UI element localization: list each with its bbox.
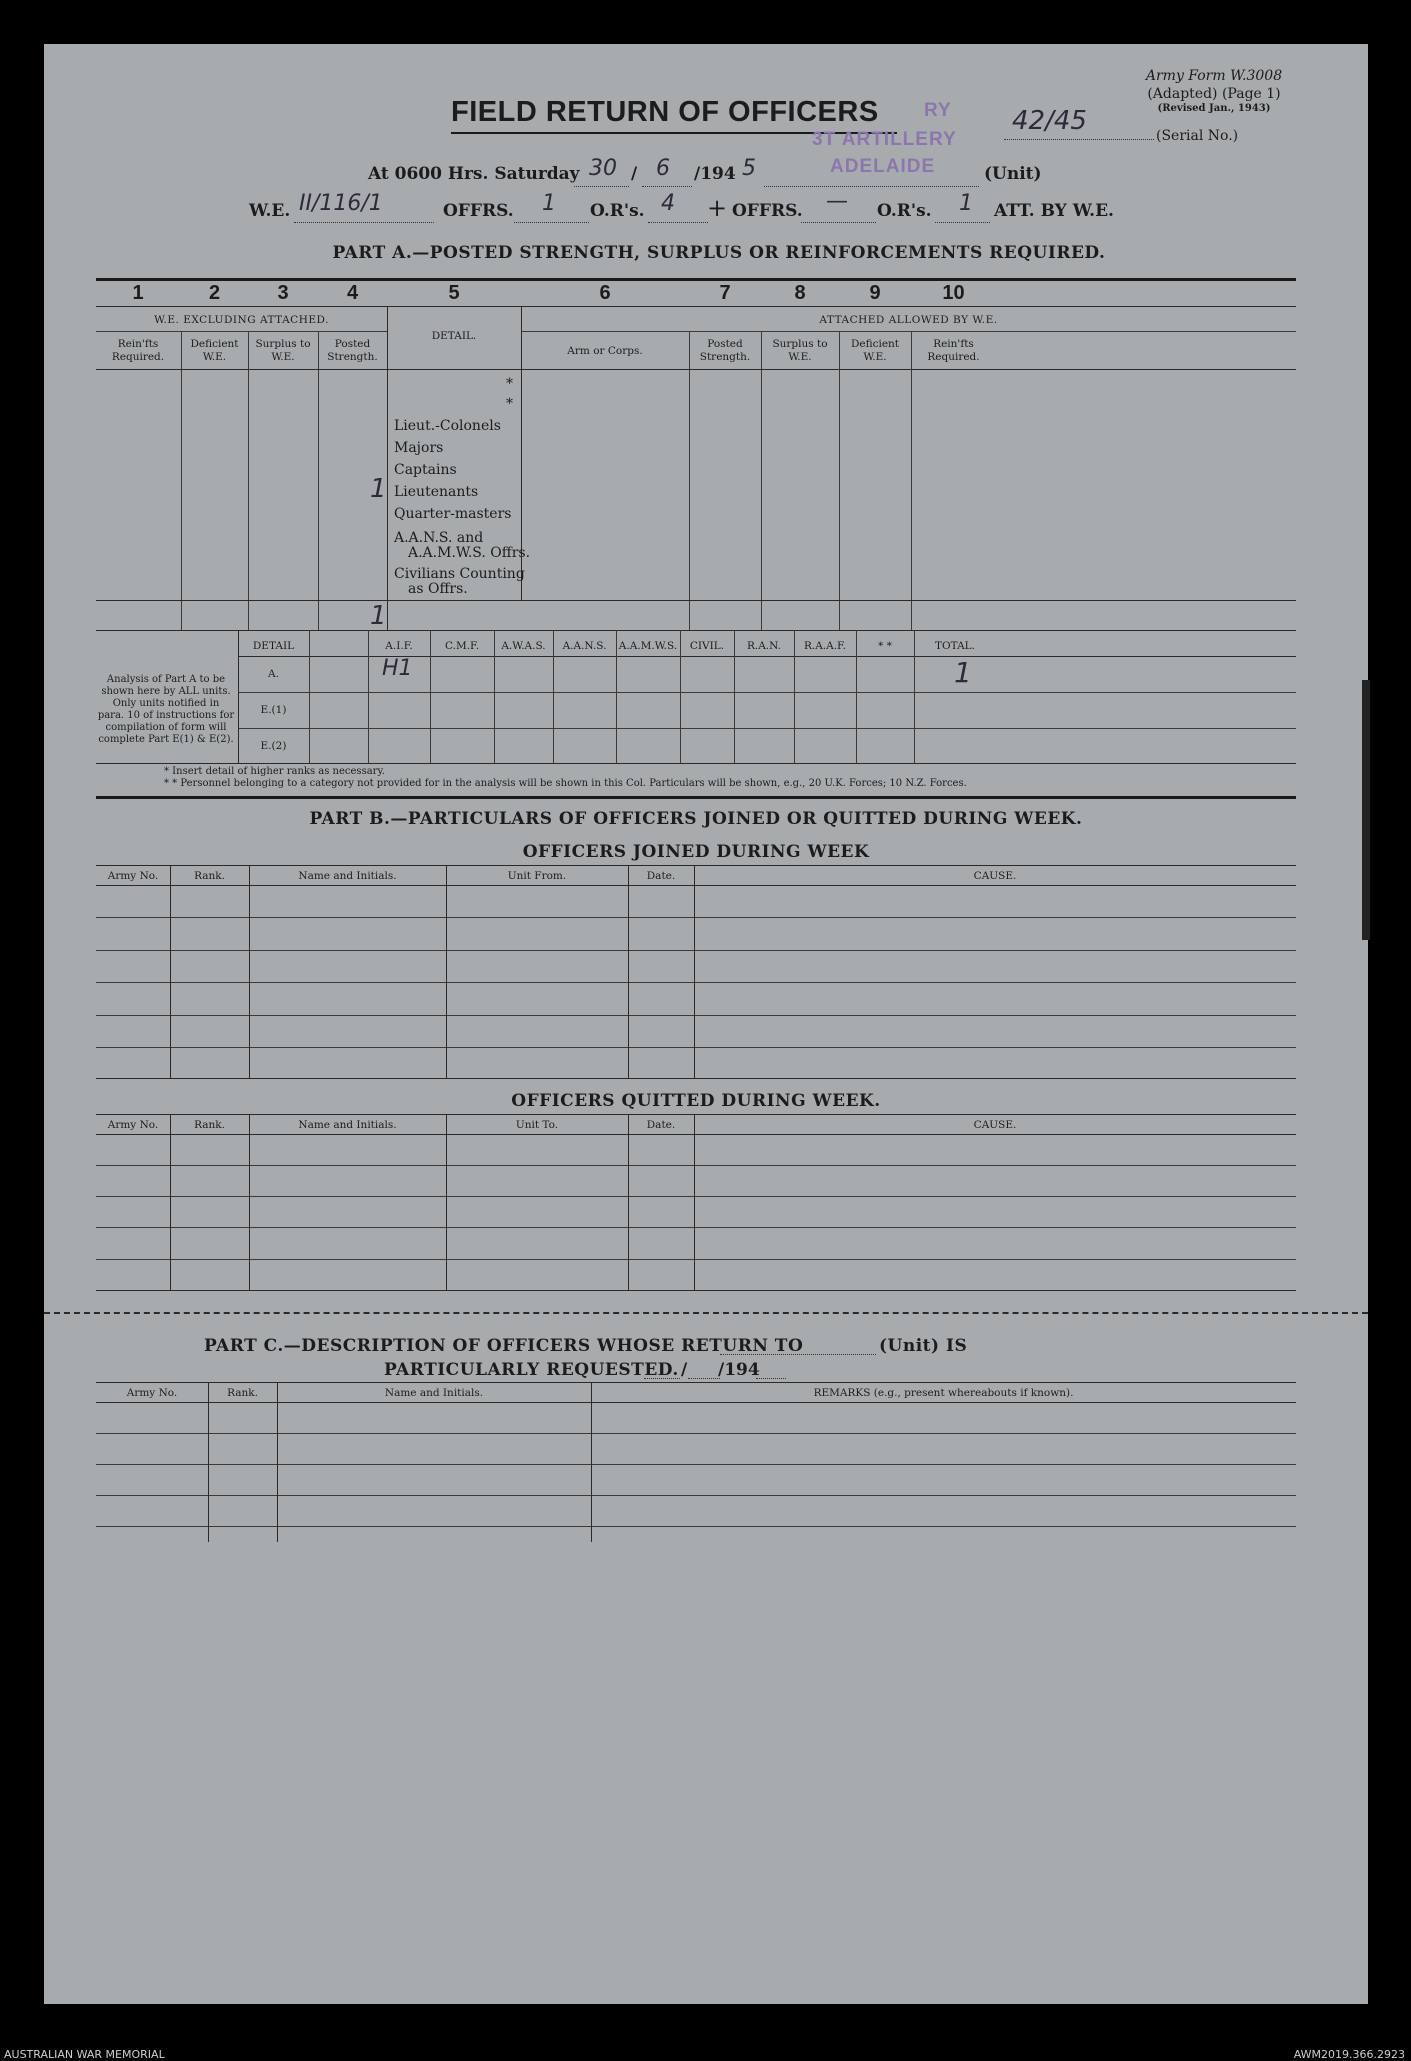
rank-lieutenants: Lieutenants xyxy=(394,484,479,500)
serial-label: (Serial No.) xyxy=(1156,128,1239,144)
serial-number-value: 42/45 xyxy=(1012,106,1087,136)
col-num-9: 9 xyxy=(869,282,881,304)
rank-captains: Captains xyxy=(394,462,457,478)
col-num-5: 5 xyxy=(448,282,460,304)
offrs2-value: — xyxy=(826,189,848,214)
detail-header: DETAIL. xyxy=(431,330,477,342)
joined-header-cause: CAUSE. xyxy=(973,870,1017,882)
part-a-title: PART A.—POSTED STRENGTH, SURPLUS OR REINFORCEMENTS REQUIRED. xyxy=(332,243,1106,263)
at-hours-label: At 0600 Hrs. Saturday xyxy=(368,164,580,184)
analysis-row-a: A. xyxy=(268,668,279,680)
form-adapted: (Adapted) (Page 1) xyxy=(1147,86,1281,102)
ors1-value: 4 xyxy=(661,191,675,216)
part-c-header-name: Name and Initials. xyxy=(384,1387,484,1399)
plus-sign: + xyxy=(707,194,728,222)
joined-header-army-no: Army No. xyxy=(107,870,159,882)
analysis-header-ran: R.A.N. xyxy=(746,640,782,652)
unit-stamp-line2: 3T ARTILLERY xyxy=(812,129,957,150)
posted-total-value: 1 xyxy=(370,601,387,631)
offrs2-label: OFFRS. xyxy=(732,201,803,221)
we-excluding-attached: W.E. EXCLUDING ATTACHED. xyxy=(154,314,329,326)
rank-aans-l2: A.A.M.W.S. Offrs. xyxy=(408,545,531,561)
part-c-header-remarks: REMARKS (e.g., present whereabouts if known). xyxy=(813,1387,1074,1399)
col-num-10: 10 xyxy=(942,282,965,304)
part-c-title-b: (Unit) IS xyxy=(879,1336,968,1356)
joined-header-date: Date. xyxy=(646,870,676,882)
day-value: 30 xyxy=(589,156,617,181)
part-c-header-rank: Rank. xyxy=(227,1387,258,1399)
sub-header-deficient-2: Deficient W.E. xyxy=(850,338,900,363)
note-higher-ranks: * Insert detail of higher ranks as necessary. xyxy=(164,766,385,777)
quitted-header-cause: CAUSE. xyxy=(973,1119,1017,1131)
sub-header-surplus-1: Surplus to W.E. xyxy=(255,338,311,363)
ors2-label: O.R's. xyxy=(877,201,932,221)
footer-accession: AWM2019.366.2923 xyxy=(1293,2048,1405,2061)
analysis-row-e2: E.(2) xyxy=(260,740,287,752)
civilians-l2: as Offrs. xyxy=(408,581,468,597)
part-c-requested: PARTICULARLY REQUESTED. xyxy=(384,1360,679,1380)
unit-label: (Unit) xyxy=(984,164,1042,184)
col-num-3: 3 xyxy=(277,282,289,304)
analysis-header-detail: DETAIL xyxy=(252,640,295,652)
analysis-total-value: 1 xyxy=(954,656,972,689)
analysis-header-other: * * xyxy=(878,640,892,652)
joined-title: OFFICERS JOINED DURING WEEK xyxy=(522,842,870,862)
analysis-header-aif: A.I.F. xyxy=(385,640,413,652)
attached-allowed-by-we: ATTACHED ALLOWED BY W.E. xyxy=(819,314,998,326)
col-num-6: 6 xyxy=(599,282,611,304)
quitted-header-rank: Rank. xyxy=(194,1119,225,1131)
analysis-row-e1: E.(1) xyxy=(260,704,287,716)
quitted-header-unit-to: Unit To. xyxy=(515,1119,559,1131)
we-label: W.E. xyxy=(249,201,291,221)
quitted-header-date: Date. xyxy=(646,1119,676,1131)
footer-credit: AUSTRALIAN WAR MEMORIAL xyxy=(4,2048,165,2061)
col-num-4: 4 xyxy=(346,282,359,304)
rank-lieut-colonels: Lieut.-Colonels xyxy=(394,418,501,434)
rank-quarter-masters: Quarter-masters xyxy=(394,506,512,522)
att-by-we-label: ATT. BY W.E. xyxy=(994,201,1114,221)
year-prefix: /194 xyxy=(694,164,736,184)
sub-header-reinfts-2: Rein'fts Required. xyxy=(927,338,980,363)
posted-lieutenants-value: 1 xyxy=(370,474,387,504)
part-c-header-army-no: Army No. xyxy=(126,1387,178,1399)
army-form-number: Army Form W.3008 xyxy=(1145,68,1283,84)
rank-majors: Majors xyxy=(394,440,444,456)
rank-aans-l1: A.A.N.S. and xyxy=(394,530,484,546)
asterisk-2: * xyxy=(506,396,513,412)
part-c-year: /194 xyxy=(718,1360,760,1380)
year-suffix: 5 xyxy=(742,156,756,181)
unit-stamp-line1: RY xyxy=(924,100,952,121)
sub-header-posted-1: Posted Strength. xyxy=(327,338,378,363)
asterisk-1: * xyxy=(506,376,513,392)
col-num-7: 7 xyxy=(719,282,731,304)
ors1-label: O.R's. xyxy=(590,201,645,221)
quitted-header-name: Name and Initials. xyxy=(298,1119,397,1131)
perforation-line xyxy=(44,1312,1368,1314)
joined-header-unit-from: Unit From. xyxy=(507,870,567,882)
analysis-header-total: TOTAL. xyxy=(935,640,975,652)
note-other-category: * * Personnel belonging to a category not provided for in the analysis will be shown in this Col. Particulars will be shown, e.g., 20 U.K. Forces; 10 N.Z. Forces. xyxy=(164,778,967,789)
edge-shadow xyxy=(1362,680,1370,940)
joined-header-name: Name and Initials. xyxy=(298,870,397,882)
sub-header-surplus-2: Surplus to W.E. xyxy=(772,338,828,363)
form-sheet: Army Form W.3008 (Adapted) (Page 1) (Revised Jan., 1943) 42/45 (Serial No.) FIELD RETURN OF OFFICERS RY 3T ARTILLERY ADELAIDE At 0600 Hrs. Saturday 30 / 6 /194 5 (Unit) W.E. II/116/1 OFFRS. 1 O.R's. 4 + OFFRS. — O.R's. 1 ATT. BY W.E. PART A.—POSTED STRENGTH, SURPLUS OR REINFORCEMENTS REQUIRED. 1 2 3 4 5 6 7 8 9 10 W.E. EXCLUDING ATTACHED. ATTACHED ALLOWED BY W.E. DETAIL. Rein'fts Required. Deficient W.E. Surplus to W.E. Posted Strength. Arm or Corps. Posted Strength. Surplus to W.E. Deficient W.E. Rein'fts Required. * * Lieut.-Colonels Majors Captains Lieutenants Quarter-masters A.A.N.S. and A.A.M.W.S. Offrs. Civilians Counting as Offrs. 1 1 Analysis of Part A to be shown here by ALL units. Only units notified in para. 10 of instructions for compilation of form will complete Part E(1) & E(2). DETAIL A.I.F. C.M.F. A.W.A.S. A.A.N.S. A.A.M.W.S. CIVIL. R.A.N. R.A.A.F. * * TOTAL. A. E.(1) E.(2) H1 1 * Insert detail of higher ranks as necessary. * * Personnel belonging to a category not provided for in the analysis will be shown in this Col. Particulars will be shown, e.g., 20 U.K. Forces; 10 N.Z. Forces. PART B.—PARTICULARS OF OFFICERS JOINED OR QUITTED DURING WEEK. OFFICERS JOINED DURING WEEK Army No. Rank. Name and Initials. Unit From. Date. CAUSE. OFFICERS QUITTED DURING WEEK. Army No. Rank. Name and Initials. Unit To. Date. CAUSE. PART C.—DESCRIPTION OF OFFICERS WHOSE RETURN TO (Unit) IS PARTICULARLY REQUESTED. / /194 Army No. Rank. Name and Initials. REMARKS (e.g., present whereabouts if known). xyxy=(44,44,1368,2004)
ors2-value: 1 xyxy=(959,191,973,216)
offrs1-value: 1 xyxy=(542,191,556,216)
quitted-title: OFFICERS QUITTED DURING WEEK. xyxy=(511,1091,881,1111)
month-value: 6 xyxy=(656,156,670,181)
col-num-8: 8 xyxy=(794,282,806,304)
joined-header-rank: Rank. xyxy=(194,870,225,882)
analysis-header-cmf: C.M.F. xyxy=(444,640,480,652)
civilians-l1: Civilians Counting xyxy=(394,566,525,582)
sub-header-deficient-1: Deficient W.E. xyxy=(190,338,239,363)
part-b-title: PART B.—PARTICULARS OF OFFICERS JOINED OR QUITTED DURING WEEK. xyxy=(309,809,1083,829)
analysis-header-aans: A.A.N.S. xyxy=(562,640,607,652)
page-title: FIELD RETURN OF OFFICERS xyxy=(451,96,879,128)
analysis-header-raaf: R.A.A.F. xyxy=(803,640,847,652)
sub-header-arm-corps: Arm or Corps. xyxy=(567,345,643,357)
col-num-2: 2 xyxy=(208,282,221,304)
form-revised: (Revised Jan., 1943) xyxy=(1157,103,1271,114)
analysis-header-aamws: A.A.M.W.S. xyxy=(618,640,678,652)
we-value: II/116/1 xyxy=(299,191,383,216)
analysis-note: Analysis of Part A to be shown here by ALL units. Only units notified in para. 10 of instructions for compilation of form will complete Part E(1) & E(2). xyxy=(97,674,235,745)
quitted-header-army-no: Army No. xyxy=(107,1119,159,1131)
analysis-header-awas: A.W.A.S. xyxy=(501,640,546,652)
col-num-1: 1 xyxy=(132,282,144,304)
offrs1-label: OFFRS. xyxy=(443,201,514,221)
sub-header-reinfts-1: Rein'fts Required. xyxy=(111,338,165,363)
unit-stamp-line3: ADELAIDE xyxy=(830,156,936,177)
analysis-aif-value: H1 xyxy=(382,656,413,681)
sub-header-posted-2: Posted Strength. xyxy=(699,338,751,363)
part-c-title-a: PART C.—DESCRIPTION OF OFFICERS WHOSE RETURN TO xyxy=(204,1336,804,1356)
analysis-header-civil: CIVIL. xyxy=(689,640,725,652)
